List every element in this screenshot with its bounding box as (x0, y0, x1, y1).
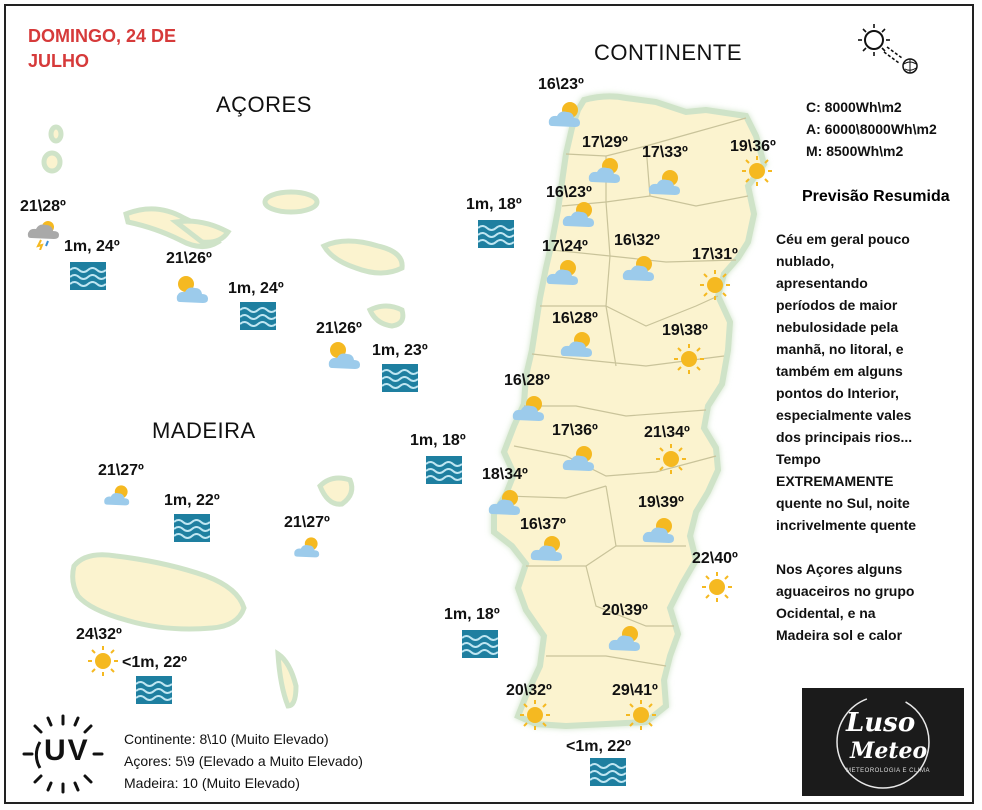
forecast-label: 21\27º (284, 514, 330, 531)
partly-cloudy-icon (620, 252, 660, 284)
sea-state-label: 1m, 24º (64, 238, 120, 255)
forecast-label: 16\28º (552, 310, 598, 327)
sun-icon (672, 342, 706, 376)
forecast-label: 20\32º (506, 682, 552, 699)
forecast-label: 18\34º (482, 466, 528, 483)
partly-cloudy-icon (528, 532, 568, 564)
sun-icon (700, 570, 734, 604)
forecast-label: 20\39º (602, 602, 648, 619)
forecast-label: 21\28º (20, 198, 66, 215)
wave-icon (478, 220, 514, 248)
forecast-map (4, 4, 974, 804)
region-title-acores: AÇORES (216, 92, 312, 117)
partly-cloudy-icon (586, 154, 626, 186)
wave-icon (136, 676, 172, 704)
partly-cloudy-icon (640, 514, 680, 546)
wave-icon (382, 364, 418, 392)
partly-cloudy-icon (544, 256, 584, 288)
forecast-label: 17\33º (642, 144, 688, 161)
lusometeo-logo: Luso Meteo METEOROLOGIA E CLIMA (802, 688, 964, 796)
partly-cloudy-icon (646, 166, 686, 198)
forecast-label: 21\26º (166, 250, 212, 267)
partly-cloudy-icon (510, 392, 550, 424)
wave-icon (240, 302, 276, 330)
sun-icon (518, 698, 552, 732)
region-title-continente: CONTINENTE (594, 40, 742, 65)
forecast-label: 24\32º (76, 626, 122, 643)
rain-thunder-icon (26, 218, 64, 250)
forecast-label: 16\23º (546, 184, 592, 201)
forecast-label: 16\32º (614, 232, 660, 249)
partly-cloudy-icon (172, 272, 212, 304)
partly-cloudy-icon (558, 328, 598, 360)
forecast-label: 16\28º (504, 372, 550, 389)
summary-text: Céu em geral pouco nublado, apresentando períodos de maior nebulosidade pela manhã, no litoral, e também em alguns pontos do Interior, especialmente vales dos principais rios... Tempo EXTREMAMENTE quente no Sul, noite incrivelmente quente Nos Açores alguns aguaceiros no grupo Ocidental, e na Madeira sol e calor (776, 231, 917, 643)
radiation-continente: C: 8000Wh\m2 (806, 99, 902, 115)
forecast-label: 21\27º (98, 462, 144, 479)
summary-title: Previsão Resumida (802, 188, 950, 205)
sea-state-label: 1m, 22º (164, 492, 220, 509)
sea-state-label: <1m, 22º (122, 654, 187, 671)
uv-acores: Açores: 5\9 (Elevado a Muito Elevado) (124, 753, 363, 769)
wave-icon (462, 630, 498, 658)
partly-cloudy-icon (324, 338, 364, 370)
sea-state-label: <1m, 22º (566, 738, 631, 755)
forecast-date: DOMINGO, 24 DE JULHO (28, 26, 177, 71)
sun-icon (86, 644, 120, 678)
radiation-madeira: M: 8500Wh\m2 (806, 143, 904, 159)
forecast-label: 17\24º (542, 238, 588, 255)
sea-state-label: 1m, 18º (466, 196, 522, 213)
wave-icon (70, 262, 106, 290)
forecast-label: 21\34º (644, 424, 690, 441)
forecast-label: 19\38º (662, 322, 708, 339)
sun-icon (740, 154, 774, 188)
uv-values (124, 728, 363, 794)
forecast-label: 19\36º (730, 138, 776, 155)
wave-icon (426, 456, 462, 484)
forecast-label: 16\23º (538, 76, 584, 93)
forecast-label: 29\41º (612, 682, 658, 699)
partly-cloudy-icon (102, 482, 134, 508)
forecast-label: 21\26º (316, 320, 362, 337)
sun-icon (654, 442, 688, 476)
sun-icon (698, 268, 732, 302)
forecast-label: 17\29º (582, 134, 628, 151)
sea-state-label: 1m, 23º (372, 342, 428, 359)
sea-state-label: 1m, 18º (410, 432, 466, 449)
partly-cloudy-icon (560, 442, 600, 474)
partly-cloudy-icon (486, 486, 526, 518)
partly-cloudy-icon (292, 534, 324, 560)
sun-icon (624, 698, 658, 732)
partly-cloudy-icon (546, 98, 586, 130)
uv-icon-label: UV (44, 734, 90, 767)
forecast-label: 22\40º (692, 550, 738, 567)
forecast-label: 17\36º (552, 422, 598, 439)
sea-state-label: 1m, 18º (444, 606, 500, 623)
forecast-label: 19\39º (638, 494, 684, 511)
wave-icon (174, 514, 210, 542)
uv-continente: Continente: 8\10 (Muito Elevado) (124, 731, 329, 747)
partly-cloudy-icon (606, 622, 646, 654)
region-title-madeira: MADEIRA (152, 418, 256, 443)
partly-cloudy-icon (560, 198, 600, 230)
forecast-label: 17\31º (692, 246, 738, 263)
radiation-acores: A: 6000\8000Wh\m2 (806, 121, 937, 137)
uv-madeira: Madeira: 10 (Muito Elevado) (124, 775, 300, 791)
forecast-label: 16\37º (520, 516, 566, 533)
wave-icon (590, 758, 626, 786)
sea-state-label: 1m, 24º (228, 280, 284, 297)
